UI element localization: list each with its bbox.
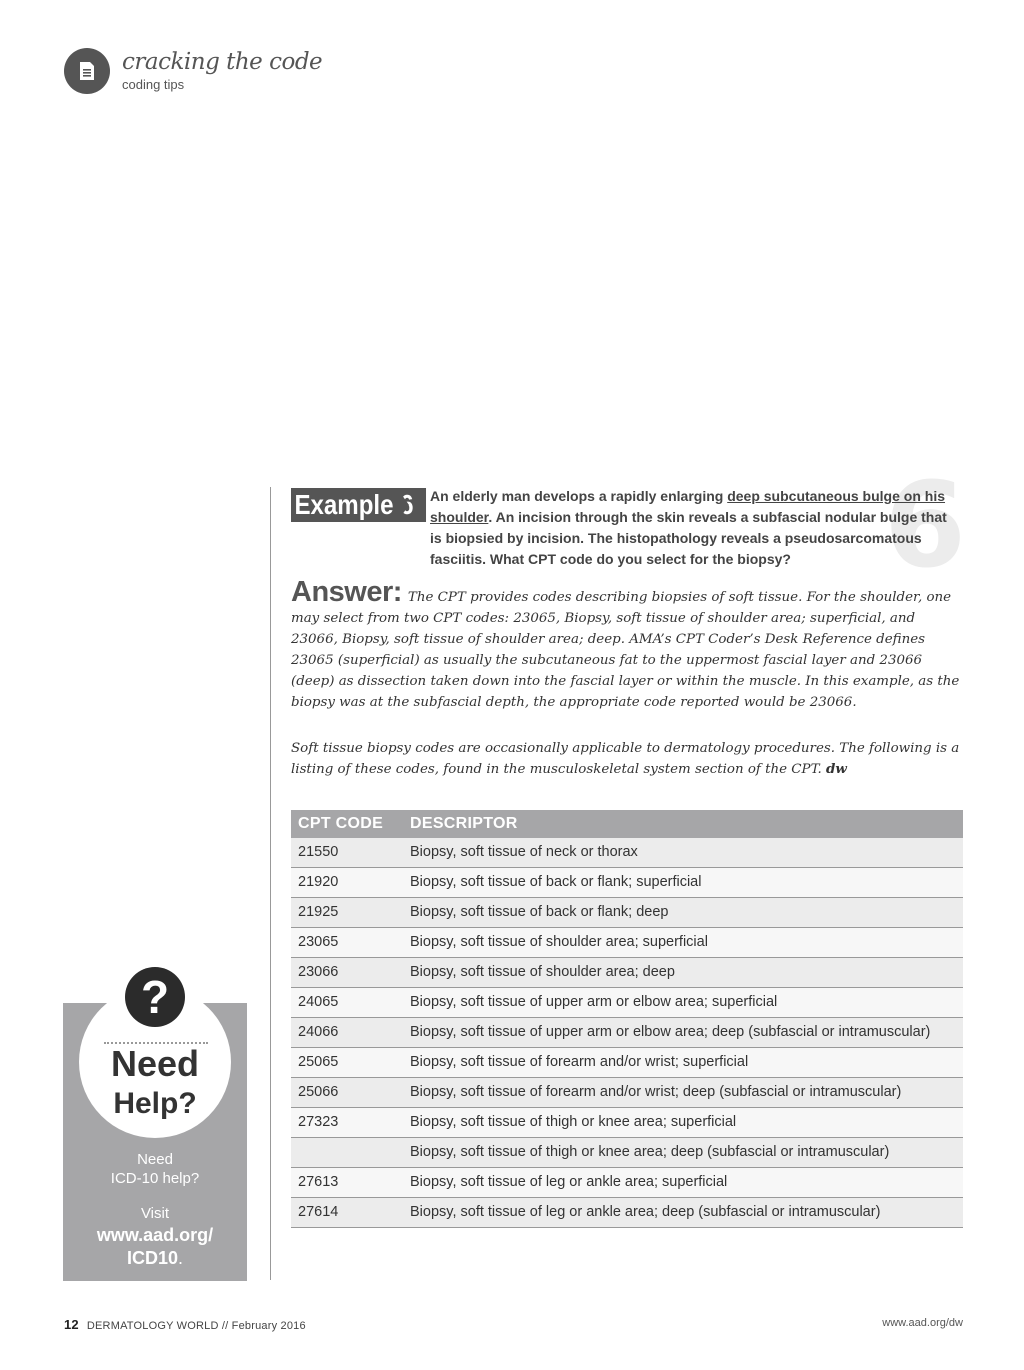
table-row bbox=[291, 1048, 963, 1078]
table-row bbox=[291, 988, 963, 1018]
table-header-row bbox=[291, 810, 963, 838]
underlined-phrase: deep subcutaneous bulge on his bbox=[727, 488, 946, 504]
descriptor: Biopsy, soft tissue of forearm and/or wrist; deep (subfascial or intramuscular) bbox=[403, 1078, 963, 1108]
header-cpt-code: CPT CODE bbox=[291, 810, 403, 838]
descriptor: Biopsy, soft tissue of leg or ankle area; superficial bbox=[403, 1168, 963, 1198]
table-row bbox=[291, 958, 963, 988]
cpt-code: 27323 bbox=[291, 1108, 403, 1138]
header-descriptor: DESCRIPTOR bbox=[403, 810, 963, 838]
help-text: Need ICD-10 help? bbox=[110, 1151, 200, 1187]
cpt-code-table bbox=[291, 810, 963, 1228]
table-row bbox=[291, 898, 963, 928]
descriptor: Biopsy, soft tissue of back or flank; deep bbox=[403, 898, 963, 928]
table-row bbox=[291, 1168, 963, 1198]
descriptor: Biopsy, soft tissue of shoulder area; deep bbox=[403, 958, 963, 988]
cpt-code bbox=[291, 1138, 403, 1168]
cpt-code: 21550 bbox=[291, 838, 403, 868]
cpt-code: 27613 bbox=[291, 1168, 403, 1198]
table-row bbox=[291, 1138, 963, 1168]
cpt-code: 23066 bbox=[291, 958, 403, 988]
cpt-code: 25065 bbox=[291, 1048, 403, 1078]
cpt-code: 21920 bbox=[291, 868, 403, 898]
help-visit: Visit bbox=[140, 1205, 170, 1222]
table-row bbox=[291, 1078, 963, 1108]
descriptor: Biopsy, soft tissue of back or flank; superficial bbox=[403, 868, 963, 898]
example-label: Example 6 bbox=[291, 488, 426, 522]
descriptor: Biopsy, soft tissue of thigh or knee area; deep (subfascial or intramuscular) bbox=[403, 1138, 963, 1168]
listing-intro: Soft tissue biopsy codes are occasionally applicable to dermatology procedures. The following is a listing of these codes, found in the musculoskeletal system section of the CPT. dw bbox=[291, 741, 960, 777]
answer-label: Answer: bbox=[291, 576, 402, 608]
table-row bbox=[291, 838, 963, 868]
page-number: 12 bbox=[64, 1317, 79, 1332]
descriptor: Biopsy, soft tissue of leg or ankle area; deep (subfascial or intramuscular) bbox=[403, 1198, 963, 1228]
cpt-code: 27614 bbox=[291, 1198, 403, 1228]
table-row bbox=[291, 868, 963, 898]
cpt-code: 24066 bbox=[291, 1018, 403, 1048]
footer-publication: 12 DERMATOLOGY WORLD // February 2016 bbox=[64, 1317, 306, 1332]
descriptor: Biopsy, soft tissue of shoulder area; superficial bbox=[403, 928, 963, 958]
answer-paragraph: Answer: The CPT provides codes describing biopsies of soft tissue. For the shoulder, one may select from two CPT codes: 23065, Biopsy, soft tissue of shoulder area; superficial, and 23066, Biopsy, soft tissue of shoulder area; deep. AMA’s CPT Coder’s Desk Reference defines 23065 (superficial) as usually the subcutaneous fat to the uppermost fascial layer and 23066 (deep) as dissection taken down into the fascial layer or within the muscle. In this example, as the biopsy was at the subfascial depth, the appropriate code reported would be 23066. bbox=[291, 576, 960, 710]
help-link[interactable]: www.aad.org/ ICD10. bbox=[96, 1225, 214, 1268]
table-row bbox=[291, 1018, 963, 1048]
descriptor: Biopsy, soft tissue of forearm and/or wrist; superficial bbox=[403, 1048, 963, 1078]
table-row bbox=[291, 928, 963, 958]
table-row bbox=[291, 1108, 963, 1138]
cpt-code: 24065 bbox=[291, 988, 403, 1018]
descriptor: Biopsy, soft tissue of neck or thorax bbox=[403, 838, 963, 868]
descriptor: Biopsy, soft tissue of upper arm or elbow area; deep (subfascial or intramuscular) bbox=[403, 1018, 963, 1048]
cpt-code: 25066 bbox=[291, 1078, 403, 1108]
descriptor: Biopsy, soft tissue of thigh or knee area; superficial bbox=[403, 1108, 963, 1138]
help-heading-help: Help? bbox=[113, 1087, 197, 1120]
help-heading-need: Need bbox=[110, 1043, 200, 1084]
descriptor: Biopsy, soft tissue of upper arm or elbow area; superficial bbox=[403, 988, 963, 1018]
example-question: An elderly man develops a rapidly enlarging deep subcutaneous bulge on his shoulder. An incision through the skin reveals a subfascial nodular bulge that is biopsied by incision. The histopathology reveals a pseudosarcomatous fasciitis. What CPT code do you select for the biopsy? bbox=[430, 488, 947, 567]
column-divider bbox=[270, 487, 271, 1280]
cpt-code: 21925 bbox=[291, 898, 403, 928]
cpt-code: 23065 bbox=[291, 928, 403, 958]
example-arrow bbox=[397, 488, 409, 522]
example-number-watermark: 6 bbox=[884, 456, 967, 594]
underlined-phrase: shoulder bbox=[430, 509, 489, 525]
table-row bbox=[291, 1198, 963, 1228]
question-icon: ? bbox=[125, 967, 185, 1027]
document-icon bbox=[64, 48, 110, 94]
signature: dw bbox=[826, 761, 847, 777]
section-title: cracking the code bbox=[122, 49, 323, 75]
section-subtitle: coding tips bbox=[122, 77, 185, 92]
footer-url[interactable]: www.aad.org/dw bbox=[882, 1317, 963, 1329]
